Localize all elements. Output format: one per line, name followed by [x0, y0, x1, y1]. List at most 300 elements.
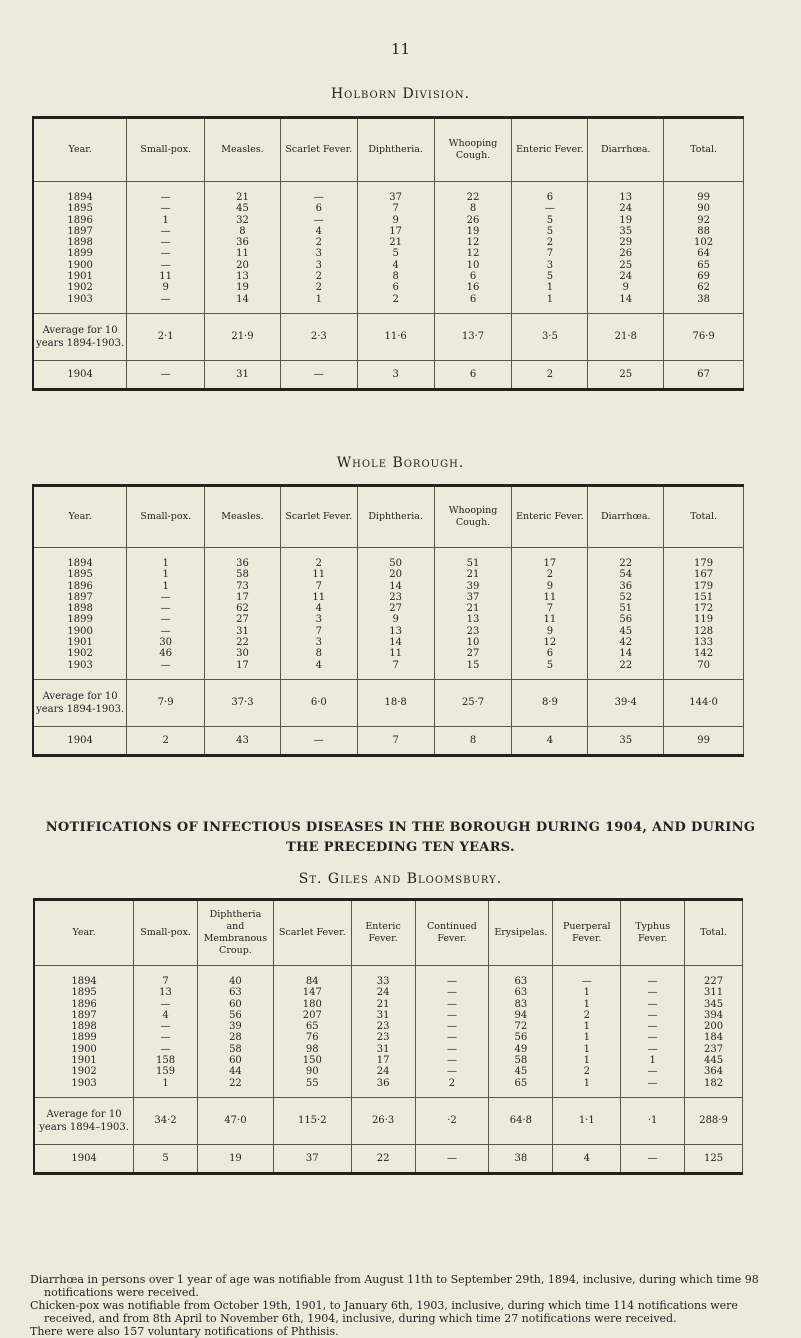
table-cell: 345: [685, 999, 743, 1010]
table-cell: 21·8: [588, 313, 664, 360]
table-cell: 1: [553, 1055, 621, 1066]
table-cell: 73: [205, 581, 281, 592]
table-cell: 9: [512, 626, 588, 637]
table-cell: 21: [434, 603, 512, 614]
table-cell: 207: [273, 1010, 351, 1021]
table-cell: 25: [588, 260, 664, 271]
table-cell: 3: [280, 248, 357, 259]
table-cell: 11: [205, 248, 281, 259]
table-cell: 22: [588, 548, 664, 570]
table-cell: 1897: [34, 1010, 134, 1021]
borough-title: Whole Borough.: [336, 455, 465, 471]
table-cell: 2: [553, 1066, 621, 1077]
table-cell: —: [415, 987, 489, 998]
table-cell: 1: [621, 1055, 685, 1066]
table-cell: 1: [553, 1021, 621, 1032]
table-cell: 8: [357, 271, 434, 282]
table-cell: 7·9: [127, 679, 205, 726]
current-year-row: [33, 360, 744, 389]
table-cell: 3: [280, 637, 357, 648]
table-cell: 14: [357, 581, 434, 592]
table-cell: 24: [351, 987, 415, 998]
table-cell: 2: [512, 569, 588, 580]
table-cell: —: [134, 1032, 198, 1043]
table-cell: 21: [205, 182, 281, 204]
table-cell: 17: [205, 592, 281, 603]
table-cell: 9: [357, 215, 434, 226]
column-header: Diarrhœa.: [588, 486, 664, 548]
note-diarrhoea: Diarrhœa in persons over 1 year of age was notifiable from August 11th to September 29th, 1894, inclusive, during which time 98 notifications were received.: [30, 1273, 759, 1299]
notifications-heading: NOTIFICATIONS OF INFECTIOUS DISEASES IN THE BOROUGH DURING 1904, AND DURING THE PRECEDING TEN YEARS.: [45, 820, 756, 855]
table-cell: 35: [588, 226, 664, 237]
table-row: [33, 569, 744, 580]
table-cell: 1896: [33, 581, 127, 592]
table-cell: 4: [280, 226, 357, 237]
table-cell: 60: [197, 1055, 273, 1066]
table-cell: 29: [588, 237, 664, 248]
table-cell: 10: [434, 637, 512, 648]
table-cell: 5: [512, 660, 588, 680]
column-header: Whooping Cough.: [434, 486, 512, 548]
table-cell: 1900: [34, 1044, 134, 1055]
table-cell: 9: [357, 614, 434, 625]
table-cell: 2·3: [280, 313, 357, 360]
average-row: [34, 1097, 743, 1144]
table-cell: 394: [685, 1010, 743, 1021]
column-header: Small-pox.: [134, 900, 198, 966]
table-cell: 27: [357, 603, 434, 614]
table-row: [33, 614, 744, 625]
table-cell: —: [127, 294, 205, 314]
table-cell: 76·9: [664, 313, 744, 360]
table-cell: 7: [357, 203, 434, 214]
table-cell: —: [127, 603, 205, 614]
table-cell: —: [127, 203, 205, 214]
table-cell: 1: [127, 581, 205, 592]
table-cell: 62: [664, 282, 744, 293]
table-row: [34, 1066, 743, 1077]
table-cell: 2: [127, 726, 205, 755]
table-cell: 1·1: [553, 1097, 621, 1144]
table-cell: 11: [280, 592, 357, 603]
table-cell: 11·6: [357, 313, 434, 360]
table-row: [34, 1055, 743, 1066]
table-cell: 99: [664, 182, 744, 204]
column-header: Year.: [34, 900, 134, 966]
table-row: [34, 987, 743, 998]
column-header: Diarrhœa.: [588, 118, 664, 182]
table-cell: 6: [434, 271, 512, 282]
table-cell: 133: [664, 637, 744, 648]
table-cell: 1894: [33, 548, 127, 570]
table-cell: 1902: [34, 1066, 134, 1077]
table-cell: —: [621, 966, 685, 988]
table-cell: 1: [127, 569, 205, 580]
table-cell: 27: [205, 614, 281, 625]
current-year-row: [34, 1144, 743, 1173]
table-cell: 1: [553, 987, 621, 998]
table-cell: 36: [205, 548, 281, 570]
table-cell: 31: [351, 1010, 415, 1021]
table-row: [33, 237, 744, 248]
table-cell: 179: [664, 581, 744, 592]
table-cell: 76: [273, 1032, 351, 1043]
column-header: Total.: [685, 900, 743, 966]
table-cell: 1: [280, 294, 357, 314]
table-cell: 32: [205, 215, 281, 226]
table-cell: —: [127, 182, 205, 204]
table-cell: 6: [512, 182, 588, 204]
column-header: Diphtheria and Membranous Croup.: [197, 900, 273, 966]
table-cell: 167: [664, 569, 744, 580]
table-cell: 9: [512, 581, 588, 592]
table-cell: —: [415, 1055, 489, 1066]
table-cell: 90: [273, 1066, 351, 1077]
table-cell: 56: [588, 614, 664, 625]
column-header: Scarlet Fever.: [280, 486, 357, 548]
table-cell: 98: [273, 1044, 351, 1055]
table-cell: 13: [134, 987, 198, 998]
table-cell: 4: [280, 603, 357, 614]
column-header: Enteric Fever.: [512, 118, 588, 182]
table-cell: 11: [512, 614, 588, 625]
table-cell: 49: [489, 1044, 553, 1055]
table-cell: —: [134, 1021, 198, 1032]
table-cell: 43: [205, 726, 281, 755]
table-cell: 30: [205, 648, 281, 659]
table-cell: 54: [588, 569, 664, 580]
table-cell: —: [127, 660, 205, 680]
table-cell: Average for 10 years 1894-1903.: [33, 313, 127, 360]
table-cell: 1: [553, 999, 621, 1010]
table-cell: —: [127, 626, 205, 637]
table-cell: 88: [664, 226, 744, 237]
table-cell: 119: [664, 614, 744, 625]
column-header: Small-pox.: [127, 118, 205, 182]
column-header: Year.: [33, 486, 127, 548]
table-cell: —: [621, 987, 685, 998]
table-cell: 24: [351, 1066, 415, 1077]
average-row: [33, 313, 744, 360]
table-cell: 2: [280, 282, 357, 293]
table-cell: 6: [280, 203, 357, 214]
table-cell: —: [621, 1010, 685, 1021]
table-row: [33, 294, 744, 314]
table-cell: —: [415, 966, 489, 988]
table-cell: —: [127, 260, 205, 271]
column-header: Erysipelas.: [489, 900, 553, 966]
table-cell: 6: [512, 648, 588, 659]
table-cell: —: [415, 999, 489, 1010]
table-cell: 1903: [33, 294, 127, 314]
table-cell: 9: [588, 282, 664, 293]
table-cell: 8: [280, 648, 357, 659]
table-cell: 21: [357, 237, 434, 248]
table-cell: ·1: [621, 1097, 685, 1144]
table-cell: 13: [205, 271, 281, 282]
table-cell: 311: [685, 987, 743, 998]
table-cell: 8·9: [512, 679, 588, 726]
holborn-title: Holborn Division.: [330, 86, 471, 102]
page-number: 11: [390, 40, 411, 58]
table-cell: 31: [351, 1044, 415, 1055]
table-row: [33, 548, 744, 570]
column-header: Enteric Fever.: [351, 900, 415, 966]
table-cell: 25: [588, 360, 664, 389]
table-cell: 38: [664, 294, 744, 314]
table-row: [33, 660, 744, 680]
table-cell: 70: [664, 660, 744, 680]
table-row: [33, 603, 744, 614]
table-cell: —: [512, 203, 588, 214]
table-row: [33, 626, 744, 637]
table-cell: 1901: [33, 271, 127, 282]
table-cell: 4: [553, 1144, 621, 1173]
table-cell: 2: [357, 294, 434, 314]
table-cell: 7: [512, 603, 588, 614]
table-cell: —: [415, 1144, 489, 1173]
column-header: Whooping Cough.: [434, 118, 512, 182]
table-cell: 22: [434, 182, 512, 204]
table-cell: 1898: [33, 603, 127, 614]
table-cell: 60: [197, 999, 273, 1010]
table-cell: 14: [588, 294, 664, 314]
table-row: [33, 203, 744, 214]
table-row: [34, 1078, 743, 1098]
table-cell: —: [127, 226, 205, 237]
table-cell: 1896: [34, 999, 134, 1010]
table-cell: 13: [434, 614, 512, 625]
table-cell: 58: [489, 1055, 553, 1066]
table-cell: 11: [280, 569, 357, 580]
table-row: [34, 999, 743, 1010]
table-cell: 17: [357, 226, 434, 237]
table-cell: 5: [512, 271, 588, 282]
table-cell: 21: [351, 999, 415, 1010]
table-cell: 19: [205, 282, 281, 293]
table-cell: 90: [664, 203, 744, 214]
table-cell: 11: [127, 271, 205, 282]
table-cell: 1902: [33, 648, 127, 659]
table-cell: 38: [489, 1144, 553, 1173]
table-cell: 24: [588, 271, 664, 282]
table-cell: 12: [434, 248, 512, 259]
table-cell: 1904: [34, 1144, 134, 1173]
table-cell: 147: [273, 987, 351, 998]
table-cell: 52: [588, 592, 664, 603]
table-cell: —: [415, 1010, 489, 1021]
table-cell: 7: [280, 581, 357, 592]
table-cell: 83: [489, 999, 553, 1010]
table-cell: 17: [205, 660, 281, 680]
table-cell: 1: [553, 1032, 621, 1043]
table-cell: 8: [205, 226, 281, 237]
table-cell: 1898: [34, 1021, 134, 1032]
table-cell: —: [621, 1032, 685, 1043]
table-cell: 31: [205, 360, 281, 389]
table-cell: 36: [588, 581, 664, 592]
table-cell: —: [127, 360, 205, 389]
table-cell: 47·0: [197, 1097, 273, 1144]
table-cell: 92: [664, 215, 744, 226]
table-cell: 23: [351, 1021, 415, 1032]
table-cell: —: [127, 592, 205, 603]
column-header: Typhus Fever.: [621, 900, 685, 966]
column-header: Scarlet Fever.: [273, 900, 351, 966]
table-cell: 22: [197, 1078, 273, 1098]
column-header: Total.: [664, 118, 744, 182]
table-cell: 13: [588, 182, 664, 204]
table-cell: 26: [588, 248, 664, 259]
table-cell: 50: [357, 548, 434, 570]
table-cell: 23: [434, 626, 512, 637]
table-cell: 16: [434, 282, 512, 293]
table-cell: 14: [357, 637, 434, 648]
table-cell: 14: [588, 648, 664, 659]
table-row: [34, 1010, 743, 1021]
table-cell: 23: [357, 592, 434, 603]
table-cell: ·2: [415, 1097, 489, 1144]
table-cell: 51: [434, 548, 512, 570]
table-cell: 3: [280, 614, 357, 625]
table-cell: 23: [351, 1032, 415, 1043]
table-cell: 55: [273, 1078, 351, 1098]
table-cell: —: [621, 1078, 685, 1098]
table-cell: 12: [434, 237, 512, 248]
table-cell: 1900: [33, 626, 127, 637]
table-cell: 3: [357, 360, 434, 389]
table-cell: —: [415, 1066, 489, 1077]
table-cell: 158: [134, 1055, 198, 1066]
note-chicken-pox: Chicken-pox was notifiable from October 19th, 1901, to January 6th, 1903, inclusive, during which time 114 notifications were received, and from 8th April to November 6th, 1904, inclusive, during which time 27 notifications were received.: [30, 1299, 738, 1325]
table-cell: 1897: [33, 592, 127, 603]
table-cell: 5: [512, 226, 588, 237]
table-cell: 63: [489, 966, 553, 988]
table-cell: —: [280, 360, 357, 389]
table-cell: 2: [512, 360, 588, 389]
table-cell: 5: [134, 1144, 198, 1173]
table-cell: 182: [685, 1078, 743, 1098]
table-cell: 115·2: [273, 1097, 351, 1144]
table-cell: 4: [512, 726, 588, 755]
table-cell: 42: [588, 637, 664, 648]
table-row: [33, 581, 744, 592]
table-cell: 7: [357, 660, 434, 680]
table-cell: 1: [553, 1044, 621, 1055]
table-cell: 5: [512, 215, 588, 226]
table-cell: 26: [434, 215, 512, 226]
table-cell: 37: [357, 182, 434, 204]
table-cell: 36: [351, 1078, 415, 1098]
table-cell: —: [280, 726, 357, 755]
table-cell: 151: [664, 592, 744, 603]
table-cell: 6: [357, 282, 434, 293]
table-cell: 6: [434, 294, 512, 314]
table-cell: 99: [664, 726, 744, 755]
table-cell: 1899: [33, 614, 127, 625]
column-header: Measles.: [205, 486, 281, 548]
table-cell: 45: [588, 626, 664, 637]
table-cell: Average for 10 years 1894–1903.: [34, 1097, 134, 1144]
table-row: [34, 1032, 743, 1043]
column-header: Small-pox.: [127, 486, 205, 548]
table-cell: 9: [127, 282, 205, 293]
column-header: Diphtheria.: [357, 118, 434, 182]
table-cell: 3·5: [512, 313, 588, 360]
table-cell: 69: [664, 271, 744, 282]
table-cell: 1901: [33, 637, 127, 648]
table-cell: 125: [685, 1144, 743, 1173]
table-cell: 4: [357, 260, 434, 271]
table-row: [33, 215, 744, 226]
table-cell: —: [415, 1021, 489, 1032]
table-cell: 8: [434, 726, 512, 755]
table-cell: 6·0: [280, 679, 357, 726]
table-cell: 150: [273, 1055, 351, 1066]
column-header: Year.: [33, 118, 127, 182]
table-cell: 1896: [33, 215, 127, 226]
table-cell: —: [127, 237, 205, 248]
table-cell: 2: [415, 1078, 489, 1098]
table-cell: 7: [280, 626, 357, 637]
table-cell: 84: [273, 966, 351, 988]
table-cell: 1: [512, 294, 588, 314]
table-cell: 144·0: [664, 679, 744, 726]
table-cell: —: [553, 966, 621, 988]
column-header: Measles.: [205, 118, 281, 182]
table-cell: 14: [205, 294, 281, 314]
table-cell: 65: [664, 260, 744, 271]
table-cell: 17: [512, 548, 588, 570]
table-cell: 13: [357, 626, 434, 637]
table-cell: 1904: [33, 360, 127, 389]
table-row: [34, 1021, 743, 1032]
table-cell: 51: [588, 603, 664, 614]
table-cell: 22: [351, 1144, 415, 1173]
table-cell: 445: [685, 1055, 743, 1066]
table-cell: 56: [197, 1010, 273, 1021]
table-cell: 17: [351, 1055, 415, 1066]
table-cell: 2: [280, 548, 357, 570]
table-cell: 1894: [34, 966, 134, 988]
table-cell: —: [280, 182, 357, 204]
current-year-row: [33, 726, 744, 755]
table-cell: 12: [512, 637, 588, 648]
table-cell: 1895: [34, 987, 134, 998]
table-cell: 1903: [33, 660, 127, 680]
table-cell: 37: [434, 592, 512, 603]
table-cell: 180: [273, 999, 351, 1010]
table-row: [33, 182, 744, 204]
table-cell: 13·7: [434, 313, 512, 360]
table-cell: 36: [205, 237, 281, 248]
table-cell: 19: [434, 226, 512, 237]
table-row: [33, 592, 744, 603]
table-cell: —: [621, 1144, 685, 1173]
table-cell: 15: [434, 660, 512, 680]
table-cell: 7: [512, 248, 588, 259]
table-cell: 22: [205, 637, 281, 648]
table-cell: —: [127, 248, 205, 259]
table-cell: 1900: [33, 260, 127, 271]
table-cell: 45: [489, 1066, 553, 1077]
table-cell: 31: [205, 626, 281, 637]
table-cell: 172: [664, 603, 744, 614]
holborn-table: [32, 116, 744, 391]
table-cell: 159: [134, 1066, 198, 1077]
table-cell: —: [415, 1044, 489, 1055]
table-cell: —: [621, 1066, 685, 1077]
